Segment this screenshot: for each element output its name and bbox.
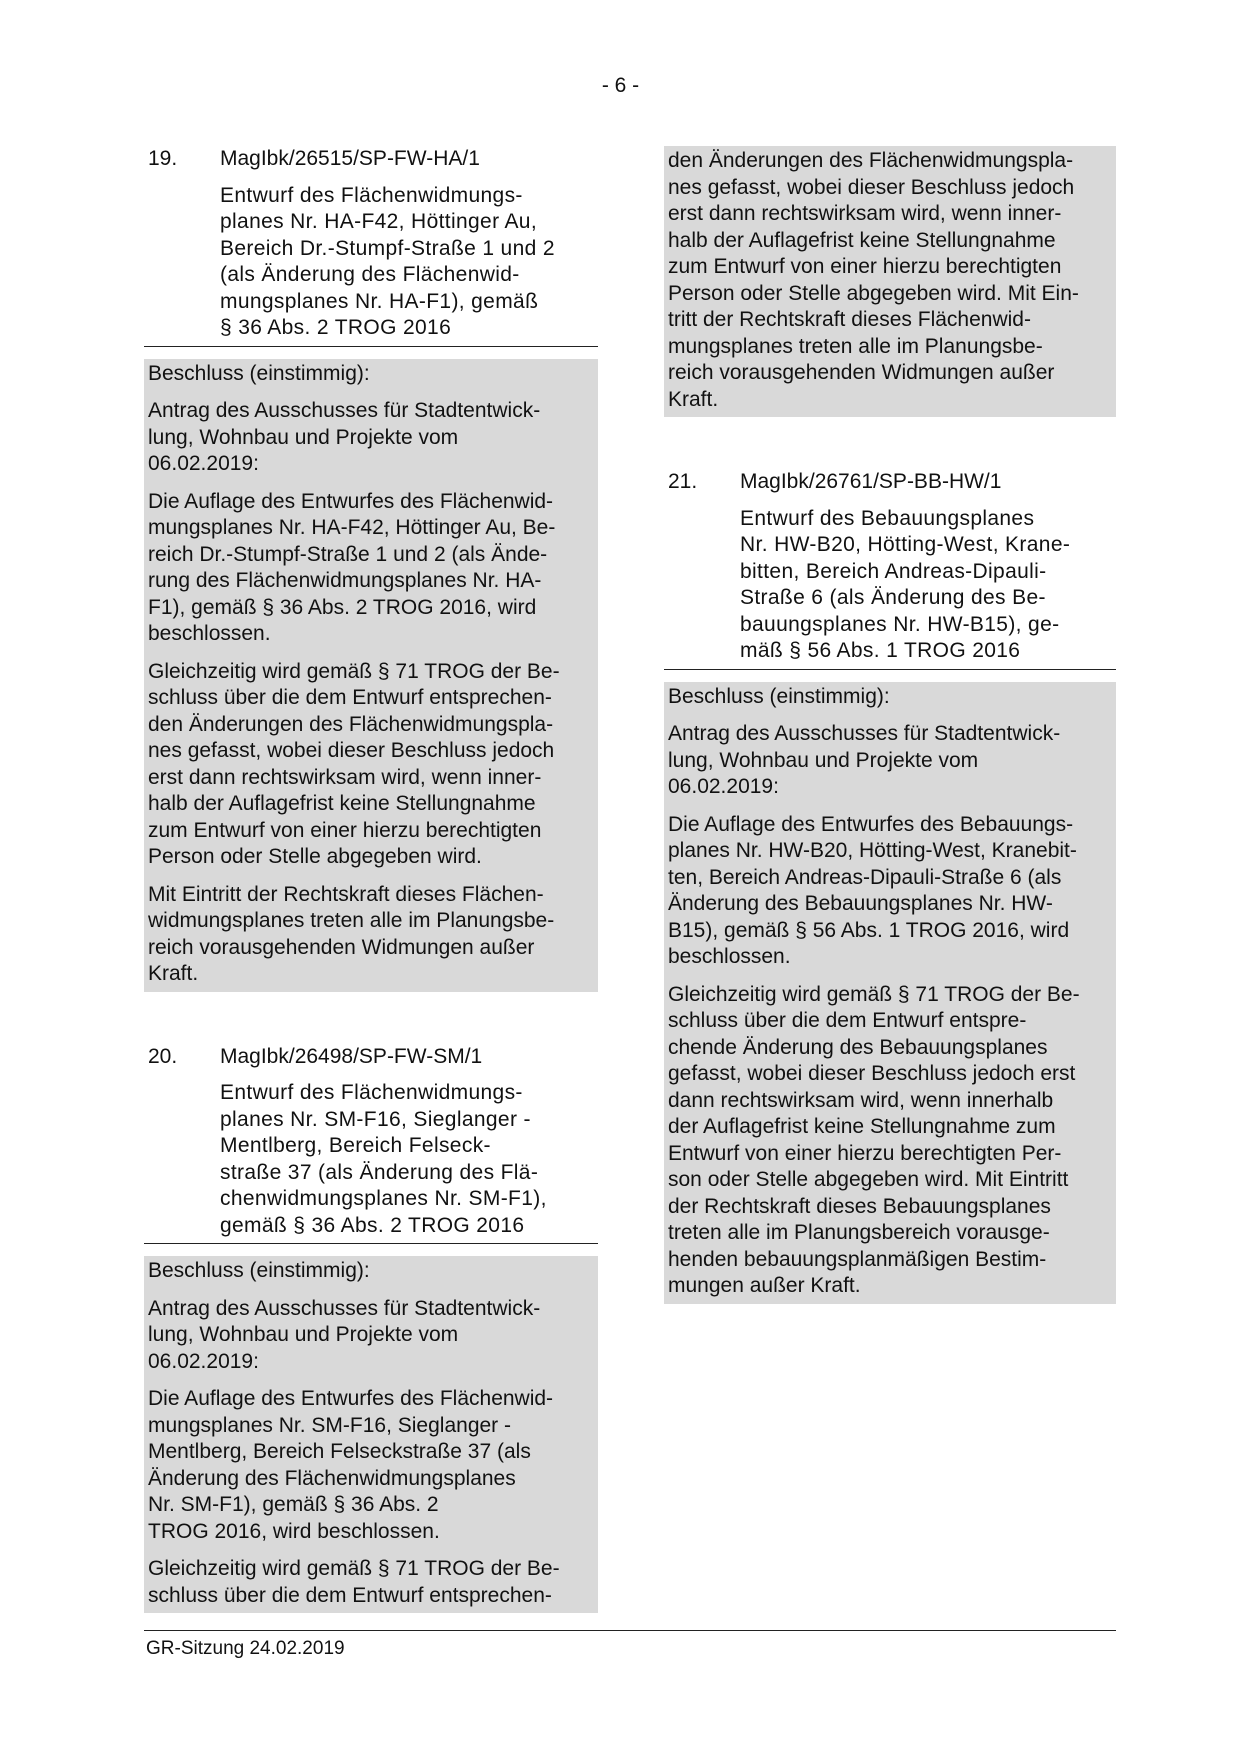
text-line: Gleichzeitig wird gemäß § 71 TROG der Be- [148,1557,560,1580]
text-line: mungsplanes treten alle im Planungsbe- [668,334,1043,358]
text-line: gefasst, wobei dieser Beschluss jedoch erst [668,1062,1076,1085]
left-column [144,146,598,1613]
text-line: planes Nr. SM-F16, Sieglanger - [220,1107,531,1131]
text-line: Änderung des Bebauungsplanes Nr. HW- [668,892,1053,915]
item-20-continued-box [664,146,1116,417]
text-line: beschlossen. [668,945,791,968]
text-line: dann rechtswirksam wird, wenn innerhalb [668,1088,1054,1112]
text-line: zum Entwurf von einer hierzu berechtigten [668,255,1062,278]
text-line: B15), gemäß § 56 Abs. 1 TROG 2016, wird [668,918,1070,942]
text-line: Mit Eintritt der Rechtskraft dieses Flächen- [148,882,544,906]
item-number: 21. [668,470,698,493]
item-title [144,1080,598,1239]
text-line: nes gefasst, wobei dieser Beschluss jedoch [668,175,1075,199]
right-column [664,146,1116,1304]
text-line: Gleichzeitig wird gemäß § 71 TROG der Be- [668,982,1080,1006]
text-line: reich vorausgehenden Widmungen außer [148,935,535,959]
text-line: gemäß § 36 Abs. 2 TROG 2016 [220,1213,525,1237]
footer-divider [144,1630,1116,1631]
item-20-decision-box [144,1256,598,1613]
text-line: Mentlberg, Bereich Felseck- [220,1134,491,1157]
text-line: lung, Wohnbau und Projekte vom [668,748,979,772]
resolution-text [148,489,594,648]
text-line: mungsplanes Nr. HA-F1), gemäß [220,289,539,313]
text-line: straße 37 (als Änderung des Flä- [220,1160,539,1184]
item-reference: MagIbk/26498/SP-FW-SM/1 [220,1044,483,1068]
effect-text [148,882,594,988]
text-line: ten, Bereich Andreas-Dipauli-Straße 6 (als [668,865,1062,889]
text-line: Antrag des Ausschusses für Stadtentwick- [148,1296,541,1320]
motion-text [148,398,594,478]
text-line: § 36 Abs. 2 TROG 2016 [220,316,452,339]
decision-label: Beschluss (einstimmig): [668,684,890,708]
item-reference: MagIbk/26515/SP-FW-HA/1 [220,147,480,170]
text-line: lung, Wohnbau und Projekte vom [148,1323,459,1346]
text-line: bauungsplanes Nr. HW-B15), ge- [740,612,1060,636]
text-line: Entwurf des Flächenwidmungs- [220,183,523,207]
text-line: 06.02.2019: [148,452,259,475]
text-line: mungsplanes Nr. SM-F16, Sieglanger - [148,1413,511,1437]
page-number: - 6 - [601,74,640,97]
text-line: rung des Flächenwidmungsplanes Nr. HA- [148,569,542,592]
simultaneous-text [668,982,1112,1300]
text-line: Mentlberg, Bereich Felseckstraße 37 (als [148,1440,531,1463]
text-line: Kraft. [148,962,199,985]
item-number: 19. [148,147,178,170]
text-line: bitten, Bereich Andreas-Dipauli- [740,559,1047,583]
text-line: Die Auflage des Entwurfes des Flächenwid- [148,1387,554,1410]
text-line: chenwidmungsplanes Nr. SM-F1), [220,1187,547,1210]
text-line: planes Nr. HW-B20, Hötting-West, Kranebit- [668,839,1077,862]
text-line: Bereich Dr.-Stumpf-Straße 1 und 2 [220,236,555,260]
text-line: (als Änderung des Flächenwid- [220,263,520,286]
text-line: reich vorausgehenden Widmungen außer [668,361,1055,384]
text-line: widmungsplanes treten alle im Planungsbe- [148,909,555,932]
text-line: den Änderungen des Flächenwidmungspla- [668,149,1074,172]
text-line: 06.02.2019: [148,1349,259,1373]
item-title [664,506,1116,665]
text-line: Antrag des Ausschusses für Stadtentwick- [668,722,1061,745]
text-line: Entwurf von einer hierzu berechtigten Per- [668,1141,1062,1165]
text-line: schluss über die dem Entwurf entspre- [668,1009,1027,1032]
text-line: der Auflagefrist keine Stellungnahme zum [668,1115,1056,1138]
text-line: tritt der Rechtskraft dieses Flächenwid- [668,308,1031,331]
text-line: Antrag des Ausschusses für Stadtentwick- [148,399,541,422]
text-line: chende Änderung des Bebauungsplanes [668,1035,1048,1059]
item-19-decision-box [144,359,598,992]
text-line: schluss über die dem Entwurf entsprechen- [148,1583,552,1607]
text-line: reich Dr.-Stumpf-Straße 1 und 2 (als Ände- [148,542,548,566]
text-line: der Rechtskraft dieses Bebauungsplanes [668,1194,1051,1218]
text-line: son oder Stelle abgegeben wird. Mit Eintritt [668,1168,1069,1191]
text-line: Gleichzeitig wird gemäß § 71 TROG der Be- [148,659,560,683]
text-line: Person oder Stelle abgegeben wird. [148,845,482,868]
text-line: halb der Auflagefrist keine Stellungnahme [148,792,536,815]
text-line: den Änderungen des Flächenwidmungspla- [148,712,554,736]
text-line: Nr. HW-B20, Hötting-West, Krane- [740,533,1071,556]
text-line: Straße 6 (als Änderung des Be- [740,586,1046,609]
text-line: schluss über die dem Entwurf entsprechen- [148,686,552,709]
text-line: beschlossen. [148,622,271,645]
text-line: Entwurf des Bebauungsplanes [740,506,1035,530]
decision-label: Beschluss (einstimmig): [148,1259,370,1282]
text-line: henden bebauungsplanmäßigen Bestim- [668,1247,1047,1271]
text-line: Entwurf des Flächenwidmungs- [220,1081,523,1104]
text-line: Kraft. [668,387,719,411]
text-line: Die Auflage des Entwurfes des Bebauungs- [668,812,1074,836]
text-line: Änderung des Flächenwidmungsplanes [148,1466,516,1490]
item-number: 20. [148,1044,178,1068]
text-line: mungen außer Kraft. [668,1274,861,1297]
text-line: mäß § 56 Abs. 1 TROG 2016 [740,639,1021,662]
text-line: halb der Auflagefrist keine Stellungnahme [668,228,1056,252]
item-title [144,183,598,342]
text-line: nes gefasst, wobei dieser Beschluss jedoch [148,739,555,762]
item-reference: MagIbk/26761/SP-BB-HW/1 [740,470,1002,493]
resolution-text [668,812,1112,971]
text-line: Person oder Stelle abgegeben wird. Mit Ein- [668,281,1079,305]
text-line: treten alle im Planungsbereich vorausge- [668,1221,1050,1244]
resolution-text [148,1386,594,1545]
text-line: Nr. SM-F1), gemäß § 36 Abs. 2 [148,1493,439,1516]
simultaneous-text [148,1556,594,1609]
motion-text [148,1296,594,1376]
item-19-header [144,146,598,347]
text-line: erst dann rechtswirksam wird, wenn inner- [668,202,1062,225]
motion-text [668,721,1112,801]
text-line: F1), gemäß § 36 Abs. 2 TROG 2016, wird [148,595,537,619]
item-21-decision-box [664,682,1116,1304]
footer-session: GR-Sitzung 24.02.2019 [146,1638,345,1659]
text-line: TROG 2016, wird beschlossen. [148,1519,440,1543]
text-line: planes Nr. HA-F42, Höttinger Au, [220,210,538,233]
text-line: mungsplanes Nr. HA-F42, Höttinger Au, Be- [148,516,556,539]
text-line: erst dann rechtswirksam wird, wenn inner- [148,765,542,789]
text-line: lung, Wohnbau und Projekte vom [148,425,459,449]
simultaneous-text [148,659,594,871]
text-line: Die Auflage des Entwurfes des Flächenwid- [148,489,554,513]
text-line: 06.02.2019: [668,775,779,798]
text-line: zum Entwurf von einer hierzu berechtigten [148,818,542,842]
decision-label: Beschluss (einstimmig): [148,361,370,385]
item-21-header [664,469,1116,670]
item-20-header [144,1044,598,1245]
continued-text [668,148,1112,413]
